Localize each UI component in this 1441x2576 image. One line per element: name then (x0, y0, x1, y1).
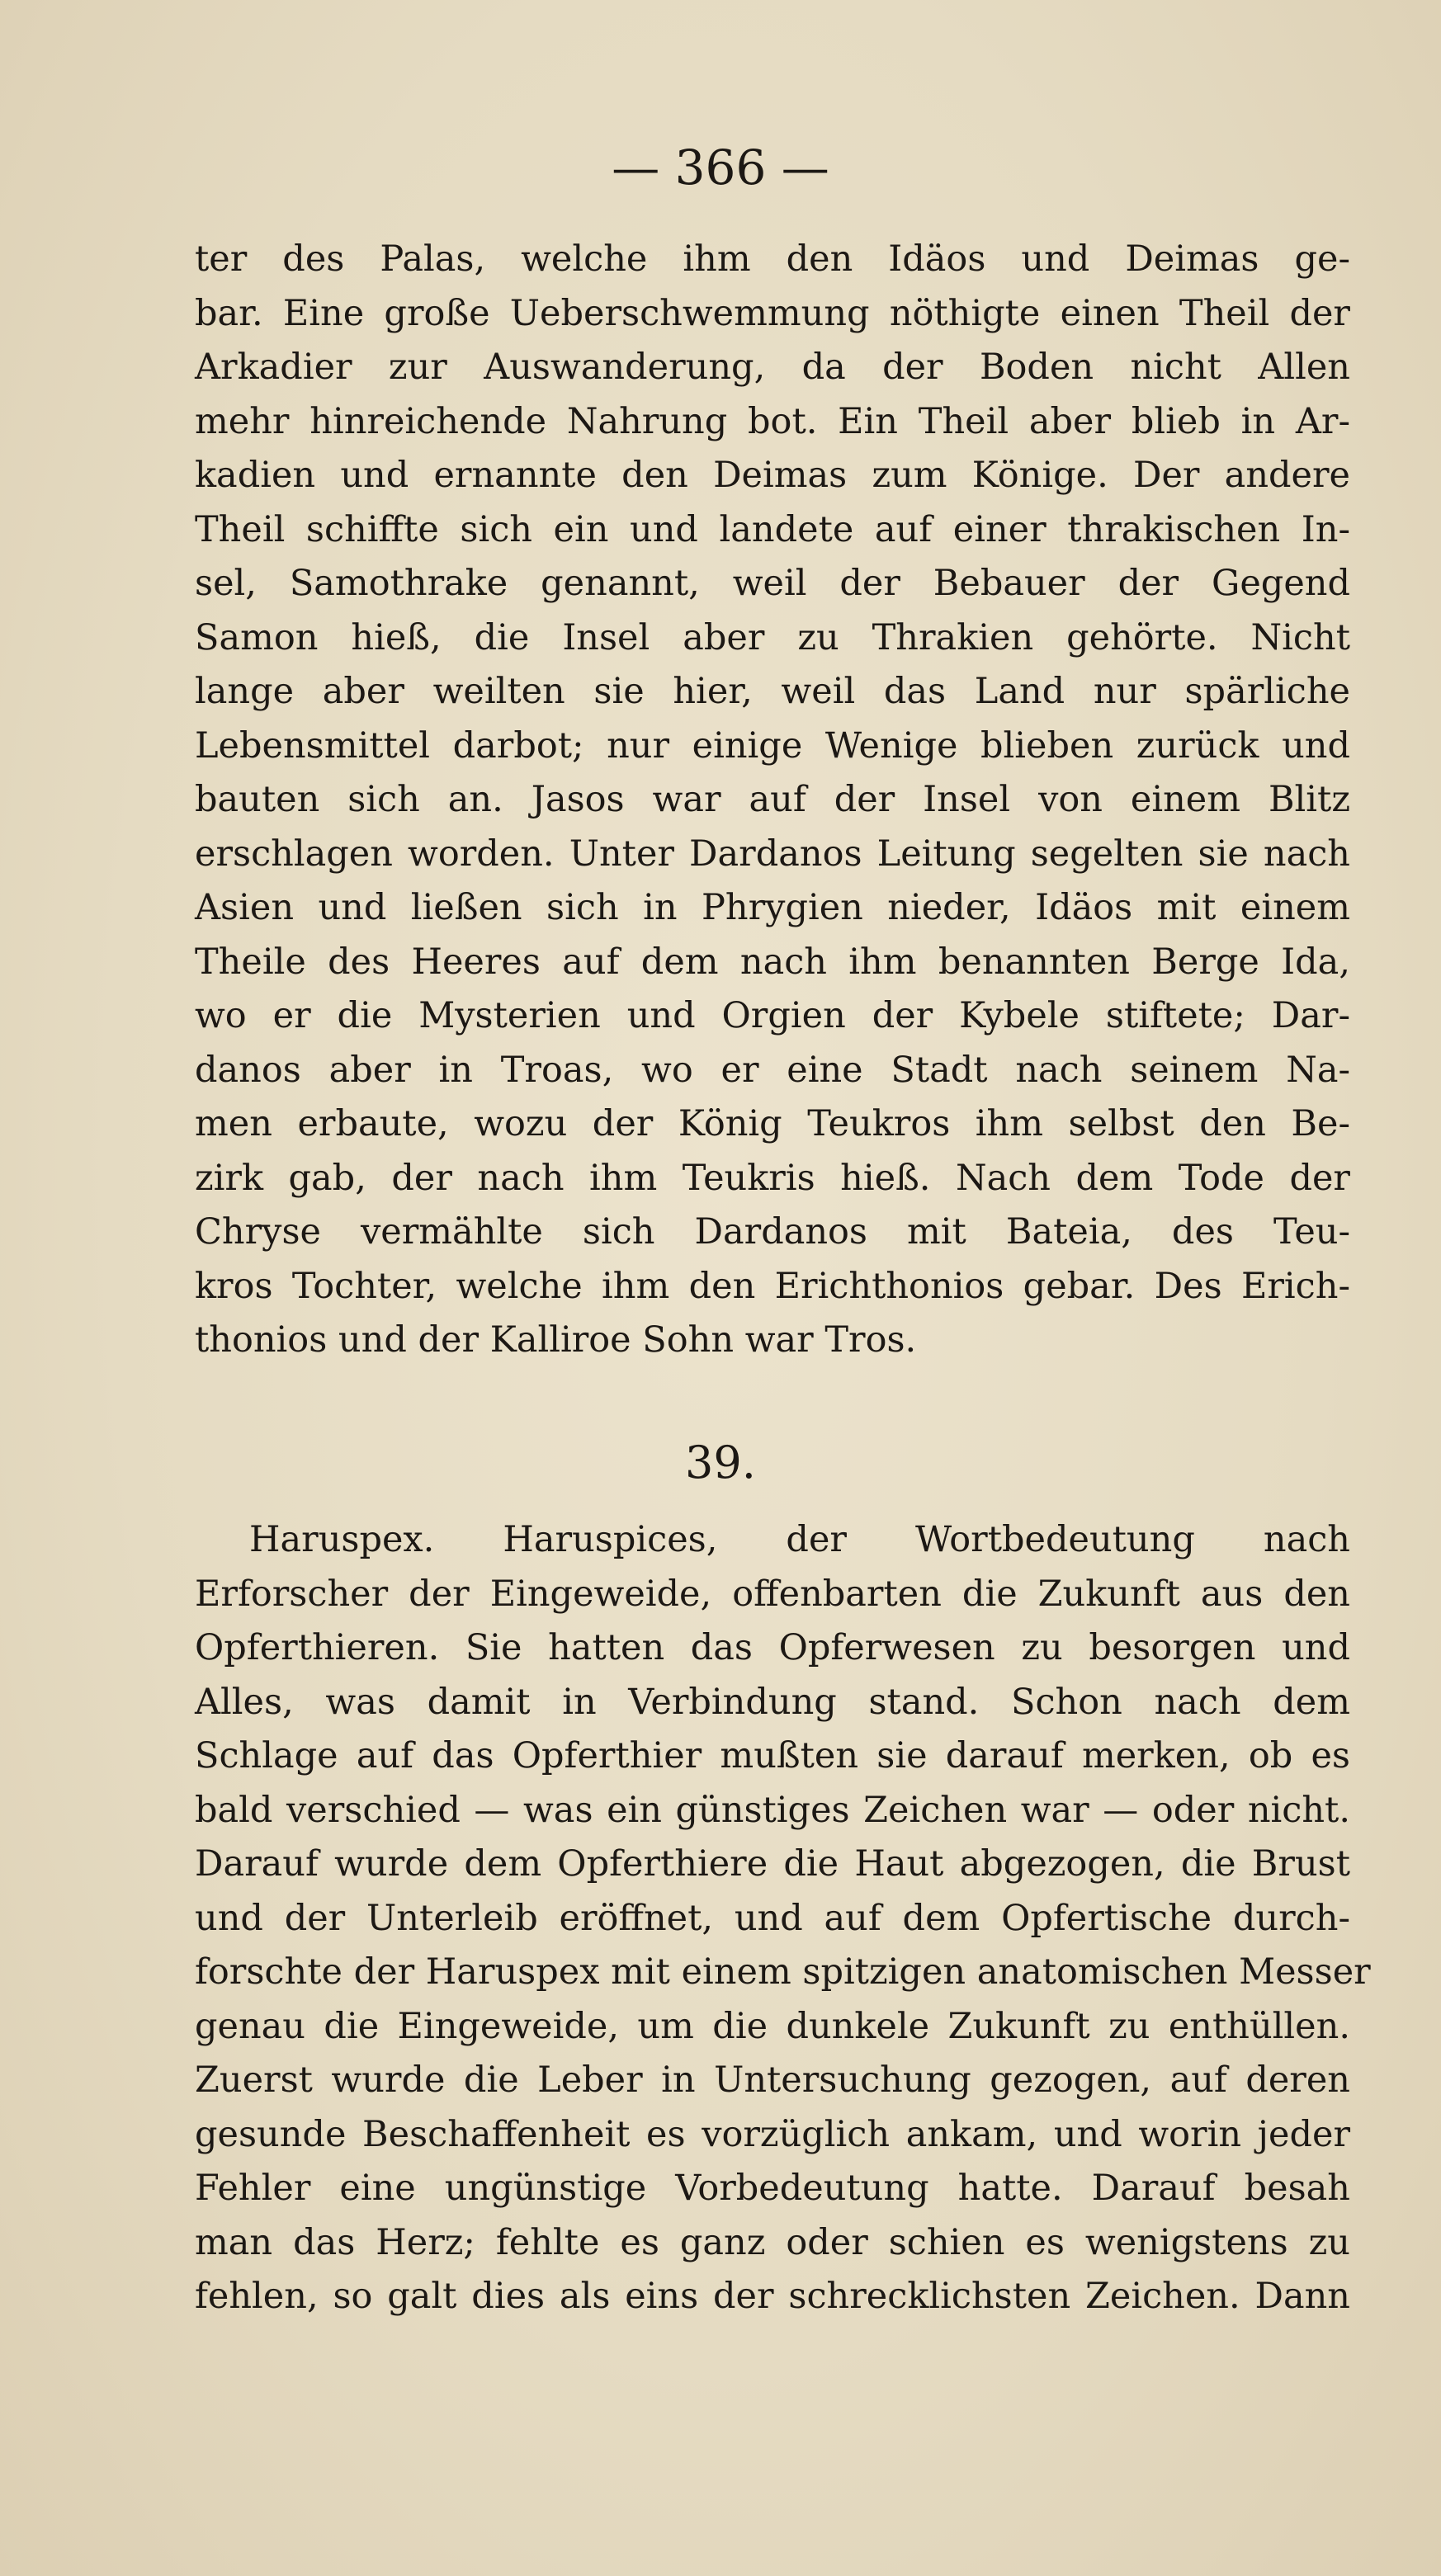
text-line: man das Herz; fehlte es ganz oder schien es wenigstens zu (195, 2221, 1350, 2263)
paragraph-haruspex (195, 1513, 1371, 2324)
text-line: Erforscher der Eingeweide, offenbarten die Zukunft aus den (195, 1573, 1350, 1615)
text-line: Arkadier zur Auswanderung, da der Boden nicht Allen (195, 347, 1350, 388)
text-line: men erbaute, wozu der König Teukros ihm selbst den Be- (195, 1103, 1350, 1144)
text-line: ter des Palas, welche ihm den Idäos und Deimas ge- (195, 238, 1350, 280)
text-line: wo er die Mysterien und Orgien der Kybele stiftete; Dar- (195, 995, 1350, 1036)
text-line: bald verschied — was ein günstiges Zeichen war — oder nicht. (195, 1789, 1350, 1831)
text-line: Lebensmittel darbot; nur einige Wenige blieben zurück und (195, 724, 1350, 767)
text-line: Darauf wurde dem Opferthiere die Haut abgezogen, die Brust (195, 1843, 1350, 1885)
text-line: Theil schiffte sich ein und landete auf einer thrakischen In- (195, 508, 1350, 550)
text-line: genau die Eingeweide, um die dunkele Zukunft zu enthüllen. (195, 2005, 1350, 2047)
text-line: Zuerst wurde die Leber in Untersuchung gezogen, auf deren (195, 2059, 1350, 2101)
paragraph-continued (195, 233, 1350, 1368)
text-line: Samon hieß, die Insel aber zu Thrakien gehörte. Nicht (195, 616, 1350, 658)
text-line: fehlen, so galt dies als eins der schrecklichsten Zeichen. Dann (195, 2276, 1350, 2317)
text-line: erschlagen worden. Unter Dardanos Leitung segelten sie nach (195, 833, 1350, 875)
text-line: Theile des Heeres auf dem nach ihm benannten Berge Ida, (195, 941, 1350, 983)
text-line: Schlage auf das Opferthier mußten sie darauf merken, ob es (195, 1735, 1350, 1776)
text-line: sel, Samothrake genannt, weil der Bebauer der Gegend (195, 563, 1350, 604)
text-line: danos aber in Troas, wo er eine Stadt nach seinem Na- (195, 1049, 1350, 1091)
text-line: Chryse vermählte sich Dardanos mit Bateia, des Teu- (195, 1211, 1350, 1253)
text-line: Opferthieren. Sie hatten das Opferwesen zu besorgen und (195, 1627, 1350, 1668)
text-line: Haruspex. Haruspices, der Wortbedeutung nach (249, 1519, 1350, 1560)
text-line: Alles, was damit in Verbindung stand. Schon nach dem (195, 1681, 1350, 1723)
text-line: thonios und der Kalliroe Sohn war Tros. (195, 1319, 917, 1361)
text-line: zirk gab, der nach ihm Teukris hieß. Nach dem Tode der (195, 1157, 1350, 1199)
text-line: lange aber weilten sie hier, weil das Land nur spärliche (195, 671, 1350, 712)
page-header: — 366 — (612, 139, 829, 196)
text-line: mehr hinreichende Nahrung bot. Ein Theil aber blieb in Ar- (195, 400, 1350, 442)
text-line: forschte der Haruspex mit einem spitzigen anatomischen Messer (195, 1951, 1371, 1993)
text-line: und der Unterleib eröffnet, und auf dem Opfertische durch- (195, 1897, 1350, 1939)
text-line: kadien und ernannte den Deimas zum Könige. Der andere (195, 455, 1350, 496)
text-line: Fehler eine ungünstige Vorbedeutung hatte. Darauf besah (195, 2168, 1350, 2209)
text-line: Asien und ließen sich in Phrygien nieder, Idäos mit einem (195, 887, 1350, 928)
text-line: bauten sich an. Jasos war auf der Insel von einem Blitz (195, 779, 1350, 820)
text-line: bar. Eine große Ueberschwemmung nöthigte einen Theil der (195, 292, 1350, 334)
text-line: kros Tochter, welche ihm den Erichthonios gebar. Des Erich- (195, 1265, 1350, 1307)
text-line: gesunde Beschaffenheit es vorzüglich ankam, und worin jeder (195, 2113, 1350, 2155)
section-number: 39. (685, 1437, 756, 1489)
